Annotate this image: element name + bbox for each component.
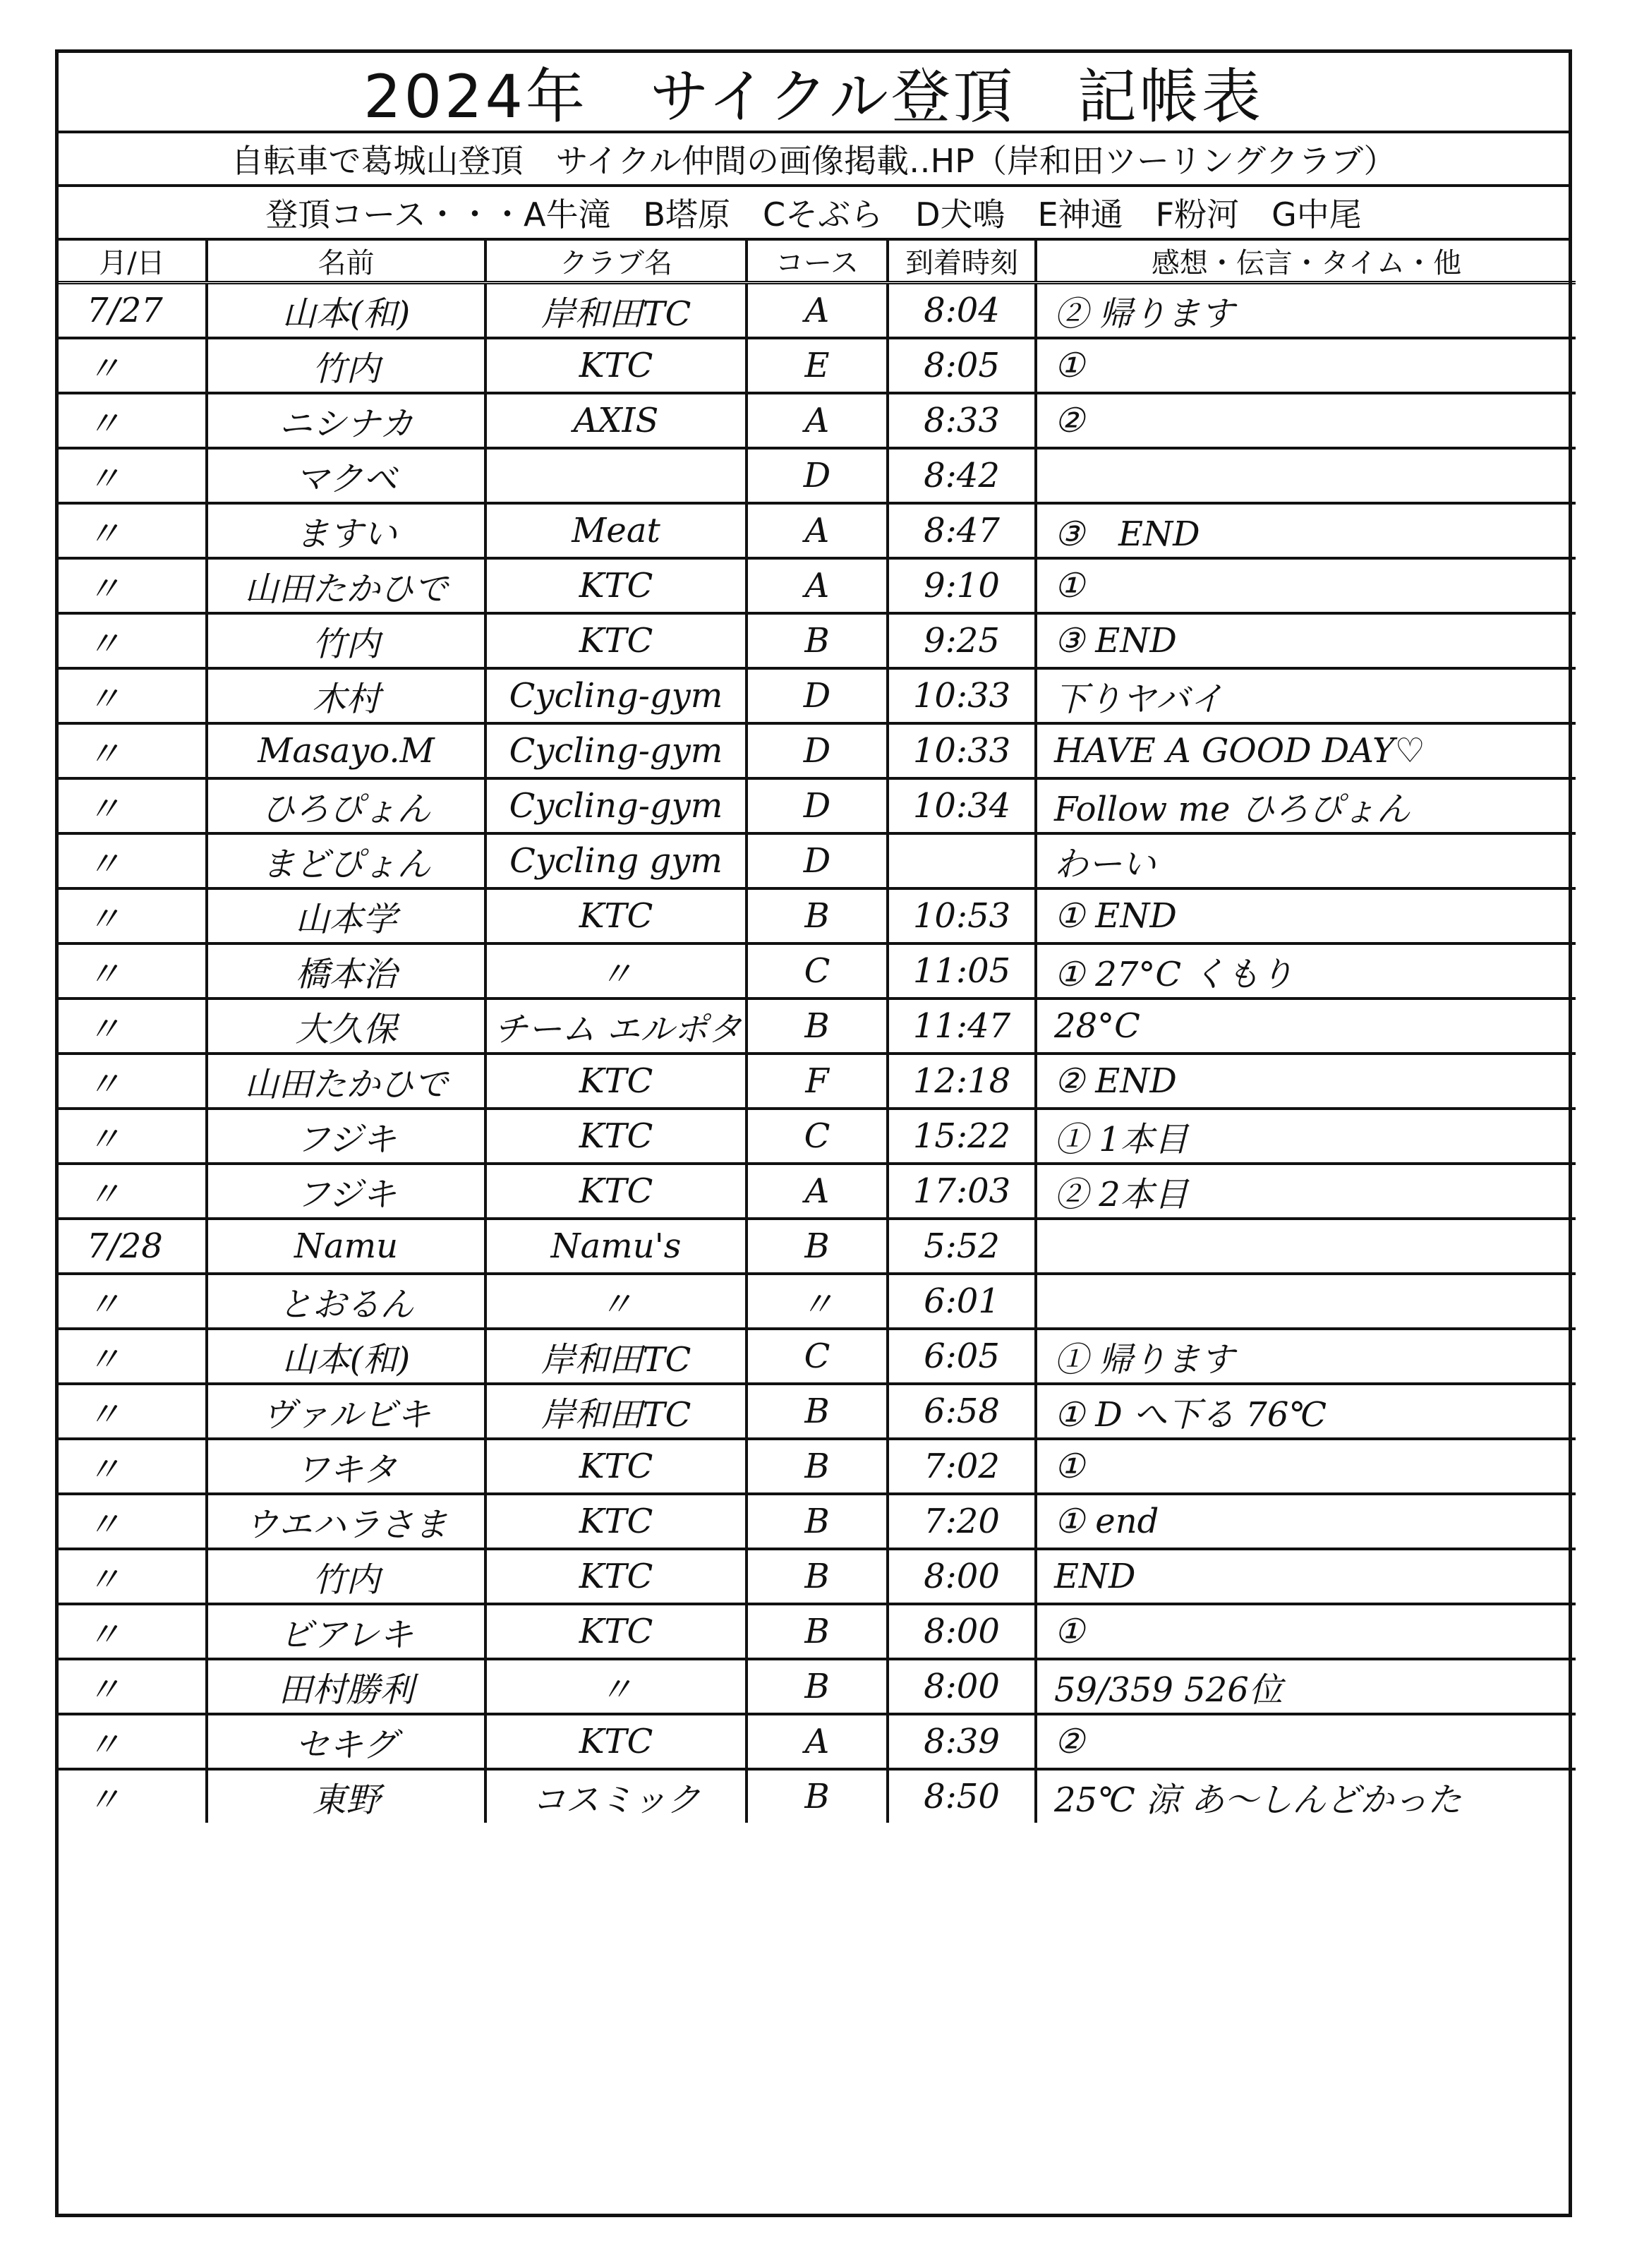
cell-note: ③ END — [1036, 613, 1576, 668]
cell-note — [1036, 1219, 1576, 1274]
cell-time: 7:20 — [888, 1494, 1036, 1549]
table-row — [59, 1219, 1576, 1274]
cell-course: B — [747, 1219, 888, 1274]
table-row — [59, 503, 1576, 558]
table-row — [59, 1769, 1576, 1823]
cell-course: A — [747, 1714, 888, 1769]
cell-note — [1036, 1274, 1576, 1329]
log-rows — [59, 283, 1576, 1823]
cell-note: ② — [1036, 393, 1576, 448]
cell-course: F — [747, 1054, 888, 1109]
table-row — [59, 1054, 1576, 1109]
cell-note: わーい — [1036, 833, 1576, 888]
log-table — [59, 241, 1576, 1823]
cell-note: ② — [1036, 1714, 1576, 1769]
cell-time: 11:47 — [888, 999, 1036, 1054]
cell-note — [1036, 448, 1576, 503]
cell-name: ビアレキ — [207, 1604, 485, 1659]
cell-time: 6:05 — [888, 1329, 1036, 1384]
cell-time: 8:00 — [888, 1549, 1036, 1604]
cell-note: HAVE A GOOD DAY♡ — [1036, 723, 1576, 778]
cell-club: 岸和田TC — [485, 1329, 747, 1384]
table-row — [59, 1659, 1576, 1714]
cell-course: C — [747, 1329, 888, 1384]
cell-time: 10:53 — [888, 888, 1036, 943]
header-club: クラブ名 — [485, 241, 747, 283]
cell-course: C — [747, 943, 888, 999]
cell-course: B — [747, 1549, 888, 1604]
cell-name: 竹内 — [207, 1549, 485, 1604]
cell-club: KTC — [485, 888, 747, 943]
cell-course: B — [747, 1769, 888, 1823]
cell-course: D — [747, 833, 888, 888]
table-row — [59, 338, 1576, 393]
table-row — [59, 888, 1576, 943]
cell-course: A — [747, 558, 888, 613]
cell-note: ① 帰ります — [1036, 1329, 1576, 1384]
cell-note: ① END — [1036, 888, 1576, 943]
cell-course: D — [747, 448, 888, 503]
cell-club: 〃 — [485, 943, 747, 999]
cell-course: B — [747, 888, 888, 943]
cell-club: AXIS — [485, 393, 747, 448]
cell-name: 橋本治 — [207, 943, 485, 999]
cell-name: ひろぴょん — [207, 778, 485, 833]
cell-note: 59/359 526位 — [1036, 1659, 1576, 1714]
cell-note: 28°C — [1036, 999, 1576, 1054]
cell-time: 17:03 — [888, 1164, 1036, 1219]
cell-course: A — [747, 283, 888, 339]
cell-note: END — [1036, 1549, 1576, 1604]
cell-club: Namu's — [485, 1219, 747, 1274]
cell-date: 〃 — [59, 723, 207, 778]
cell-note: 下りヤバイ — [1036, 668, 1576, 723]
cell-name: セキグ — [207, 1714, 485, 1769]
cell-name: 山田たかひで — [207, 1054, 485, 1109]
cell-course: B — [747, 1604, 888, 1659]
cell-note: ① — [1036, 338, 1576, 393]
cell-club: KTC — [485, 1054, 747, 1109]
cell-club: 〃 — [485, 1274, 747, 1329]
cell-note: ① D へ下る 76℃ — [1036, 1384, 1576, 1439]
table-row — [59, 1274, 1576, 1329]
cell-club: Cycling-gym — [485, 668, 747, 723]
cell-club: KTC — [485, 558, 747, 613]
table-row — [59, 1604, 1576, 1659]
cell-name: 山田たかひで — [207, 558, 485, 613]
cell-time: 8:04 — [888, 283, 1036, 339]
cell-date: 〃 — [59, 1769, 207, 1823]
cell-course: E — [747, 338, 888, 393]
cell-date: 〃 — [59, 778, 207, 833]
cell-date: 〃 — [59, 393, 207, 448]
cell-name: フジキ — [207, 1109, 485, 1164]
cell-course: D — [747, 668, 888, 723]
cell-course: B — [747, 1659, 888, 1714]
cell-time: 8:50 — [888, 1769, 1036, 1823]
cell-course: B — [747, 1494, 888, 1549]
cell-note: ② END — [1036, 1054, 1576, 1109]
cell-name: 山本(和) — [207, 1329, 485, 1384]
cell-club: KTC — [485, 1439, 747, 1494]
header-date: 月/日 — [59, 241, 207, 283]
course-legend: 登頂コース・・・A牛滝 B塔原 Cそぶら D犬鳴 E神通 F粉河 G中尾 — [59, 187, 1569, 241]
cell-club — [485, 448, 747, 503]
header-name: 名前 — [207, 241, 485, 283]
table-row — [59, 833, 1576, 888]
cell-date: 〃 — [59, 613, 207, 668]
cell-time: 10:34 — [888, 778, 1036, 833]
cell-name: ウエハラさま — [207, 1494, 485, 1549]
cell-course: A — [747, 503, 888, 558]
table-row — [59, 283, 1576, 339]
cell-club: KTC — [485, 1109, 747, 1164]
subtitle: 自転車で葛城山登頂 サイクル仲間の画像掲載‥HP（岸和田ツーリングクラブ） — [59, 133, 1569, 187]
cell-date: 〃 — [59, 1329, 207, 1384]
table-row — [59, 1714, 1576, 1769]
table-row — [59, 1439, 1576, 1494]
cell-name: フジキ — [207, 1164, 485, 1219]
cell-club: KTC — [485, 1549, 747, 1604]
cell-name: 山本学 — [207, 888, 485, 943]
cell-club: Meat — [485, 503, 747, 558]
cell-date: 〃 — [59, 338, 207, 393]
cell-name: ニシナカ — [207, 393, 485, 448]
cell-club: KTC — [485, 1494, 747, 1549]
cell-time: 9:25 — [888, 613, 1036, 668]
cell-name: 竹内 — [207, 613, 485, 668]
cell-course: B — [747, 999, 888, 1054]
table-row — [59, 1109, 1576, 1164]
cell-date: 〃 — [59, 888, 207, 943]
cell-date: 〃 — [59, 1714, 207, 1769]
cell-date: 〃 — [59, 1384, 207, 1439]
table-row — [59, 999, 1576, 1054]
cell-date: 〃 — [59, 1549, 207, 1604]
header-note: 感想・伝言・タイム・他 — [1036, 241, 1576, 283]
cell-name: とおるん — [207, 1274, 485, 1329]
table-row — [59, 393, 1576, 448]
cell-name: ますい — [207, 503, 485, 558]
cell-club: KTC — [485, 1604, 747, 1659]
cell-note: ③ END — [1036, 503, 1576, 558]
cell-date: 〃 — [59, 503, 207, 558]
cell-date: 〃 — [59, 999, 207, 1054]
cell-club: KTC — [485, 613, 747, 668]
table-row — [59, 448, 1576, 503]
cell-club: チーム エルポタ — [485, 999, 747, 1054]
cell-date: 〃 — [59, 1439, 207, 1494]
cell-club: Cycling-gym — [485, 778, 747, 833]
cell-name: 木村 — [207, 668, 485, 723]
cell-time — [888, 833, 1036, 888]
cell-date: 〃 — [59, 1659, 207, 1714]
cell-time: 8:05 — [888, 338, 1036, 393]
cell-note: ② 帰ります — [1036, 283, 1576, 339]
cell-name: 東野 — [207, 1769, 485, 1823]
cell-club: Cycling-gym — [485, 723, 747, 778]
cell-time: 9:10 — [888, 558, 1036, 613]
cell-club: KTC — [485, 1164, 747, 1219]
cell-course: B — [747, 1439, 888, 1494]
table-row — [59, 1164, 1576, 1219]
cell-date: 〃 — [59, 1494, 207, 1549]
cell-name: 山本(和) — [207, 283, 485, 339]
table-row — [59, 723, 1576, 778]
header-row — [59, 241, 1576, 283]
cell-time: 8:47 — [888, 503, 1036, 558]
cell-name: Masayo.M — [207, 723, 485, 778]
cell-note: ① end — [1036, 1494, 1576, 1549]
cell-date: 〃 — [59, 668, 207, 723]
header-time: 到着時刻 — [888, 241, 1036, 283]
cell-name: 大久保 — [207, 999, 485, 1054]
cell-name: 田村勝利 — [207, 1659, 485, 1714]
cell-course: 〃 — [747, 1274, 888, 1329]
cell-time: 12:18 — [888, 1054, 1036, 1109]
table-row — [59, 1384, 1576, 1439]
table-row — [59, 613, 1576, 668]
table-row — [59, 558, 1576, 613]
cell-date: 〃 — [59, 1604, 207, 1659]
cell-note: ② 2本目 — [1036, 1164, 1576, 1219]
cell-name: ワキタ — [207, 1439, 485, 1494]
cell-name: マクベ — [207, 448, 485, 503]
cell-note: ① — [1036, 558, 1576, 613]
cell-club: 岸和田TC — [485, 1384, 747, 1439]
cell-time: 11:05 — [888, 943, 1036, 999]
table-row — [59, 1549, 1576, 1604]
cell-date: 〃 — [59, 448, 207, 503]
cell-note: 25℃ 涼 あ〜しんどかった — [1054, 1780, 1462, 1820]
cell-time: 15:22 — [888, 1109, 1036, 1164]
cell-name: ヴァルビキ — [207, 1384, 485, 1439]
cell-course: B — [747, 613, 888, 668]
cell-name: 竹内 — [207, 338, 485, 393]
cell-course: C — [747, 1109, 888, 1164]
cell-club: KTC — [485, 1714, 747, 1769]
cell-club: KTC — [485, 338, 747, 393]
ledger-sheet — [55, 49, 1572, 2217]
header-course: コース — [747, 241, 888, 283]
cell-note: ① — [1036, 1604, 1576, 1659]
cell-course: A — [747, 393, 888, 448]
cell-time: 8:33 — [888, 393, 1036, 448]
cell-time: 7:02 — [888, 1439, 1036, 1494]
cell-date: 〃 — [59, 558, 207, 613]
cell-course: D — [747, 778, 888, 833]
cell-time: 8:00 — [888, 1659, 1036, 1714]
cell-club: 〃 — [485, 1659, 747, 1714]
cell-time: 8:42 — [888, 448, 1036, 503]
cell-time: 5:52 — [888, 1219, 1036, 1274]
table-row — [59, 943, 1576, 999]
cell-club: 岸和田TC — [485, 283, 747, 339]
cell-club: Cycling gym — [485, 833, 747, 888]
cell-date: 〃 — [59, 833, 207, 888]
page-title: 2024年 サイクル登頂 記帳表 — [59, 53, 1569, 133]
cell-time: 10:33 — [888, 723, 1036, 778]
cell-time: 10:33 — [888, 668, 1036, 723]
cell-time: 8:00 — [888, 1604, 1036, 1659]
cell-date: 〃 — [59, 1109, 207, 1164]
table-row — [59, 1329, 1576, 1384]
cell-note: ① 27°C くもり — [1036, 943, 1576, 999]
cell-date: 〃 — [59, 1274, 207, 1329]
cell-course: A — [747, 1164, 888, 1219]
cell-name: Namu — [207, 1219, 485, 1274]
cell-date: 〃 — [59, 943, 207, 999]
cell-course: D — [747, 723, 888, 778]
cell-course: B — [747, 1384, 888, 1439]
table-row — [59, 668, 1576, 723]
cell-time: 8:39 — [888, 1714, 1036, 1769]
cell-date: 7/28 — [59, 1219, 207, 1274]
cell-name: まどぴょん — [207, 833, 485, 888]
table-row — [59, 1494, 1576, 1549]
cell-time: 6:01 — [888, 1274, 1036, 1329]
cell-note: Follow me ひろぴょん — [1036, 778, 1576, 833]
cell-date: 7/27 — [59, 283, 207, 339]
cell-note: ① 1本目 — [1036, 1109, 1576, 1164]
cell-note: ① — [1036, 1439, 1576, 1494]
cell-time: 6:58 — [888, 1384, 1036, 1439]
cell-club: コスミック — [485, 1769, 747, 1823]
cell-date: 〃 — [59, 1054, 207, 1109]
cell-date: 〃 — [59, 1164, 207, 1219]
table-row — [59, 778, 1576, 833]
